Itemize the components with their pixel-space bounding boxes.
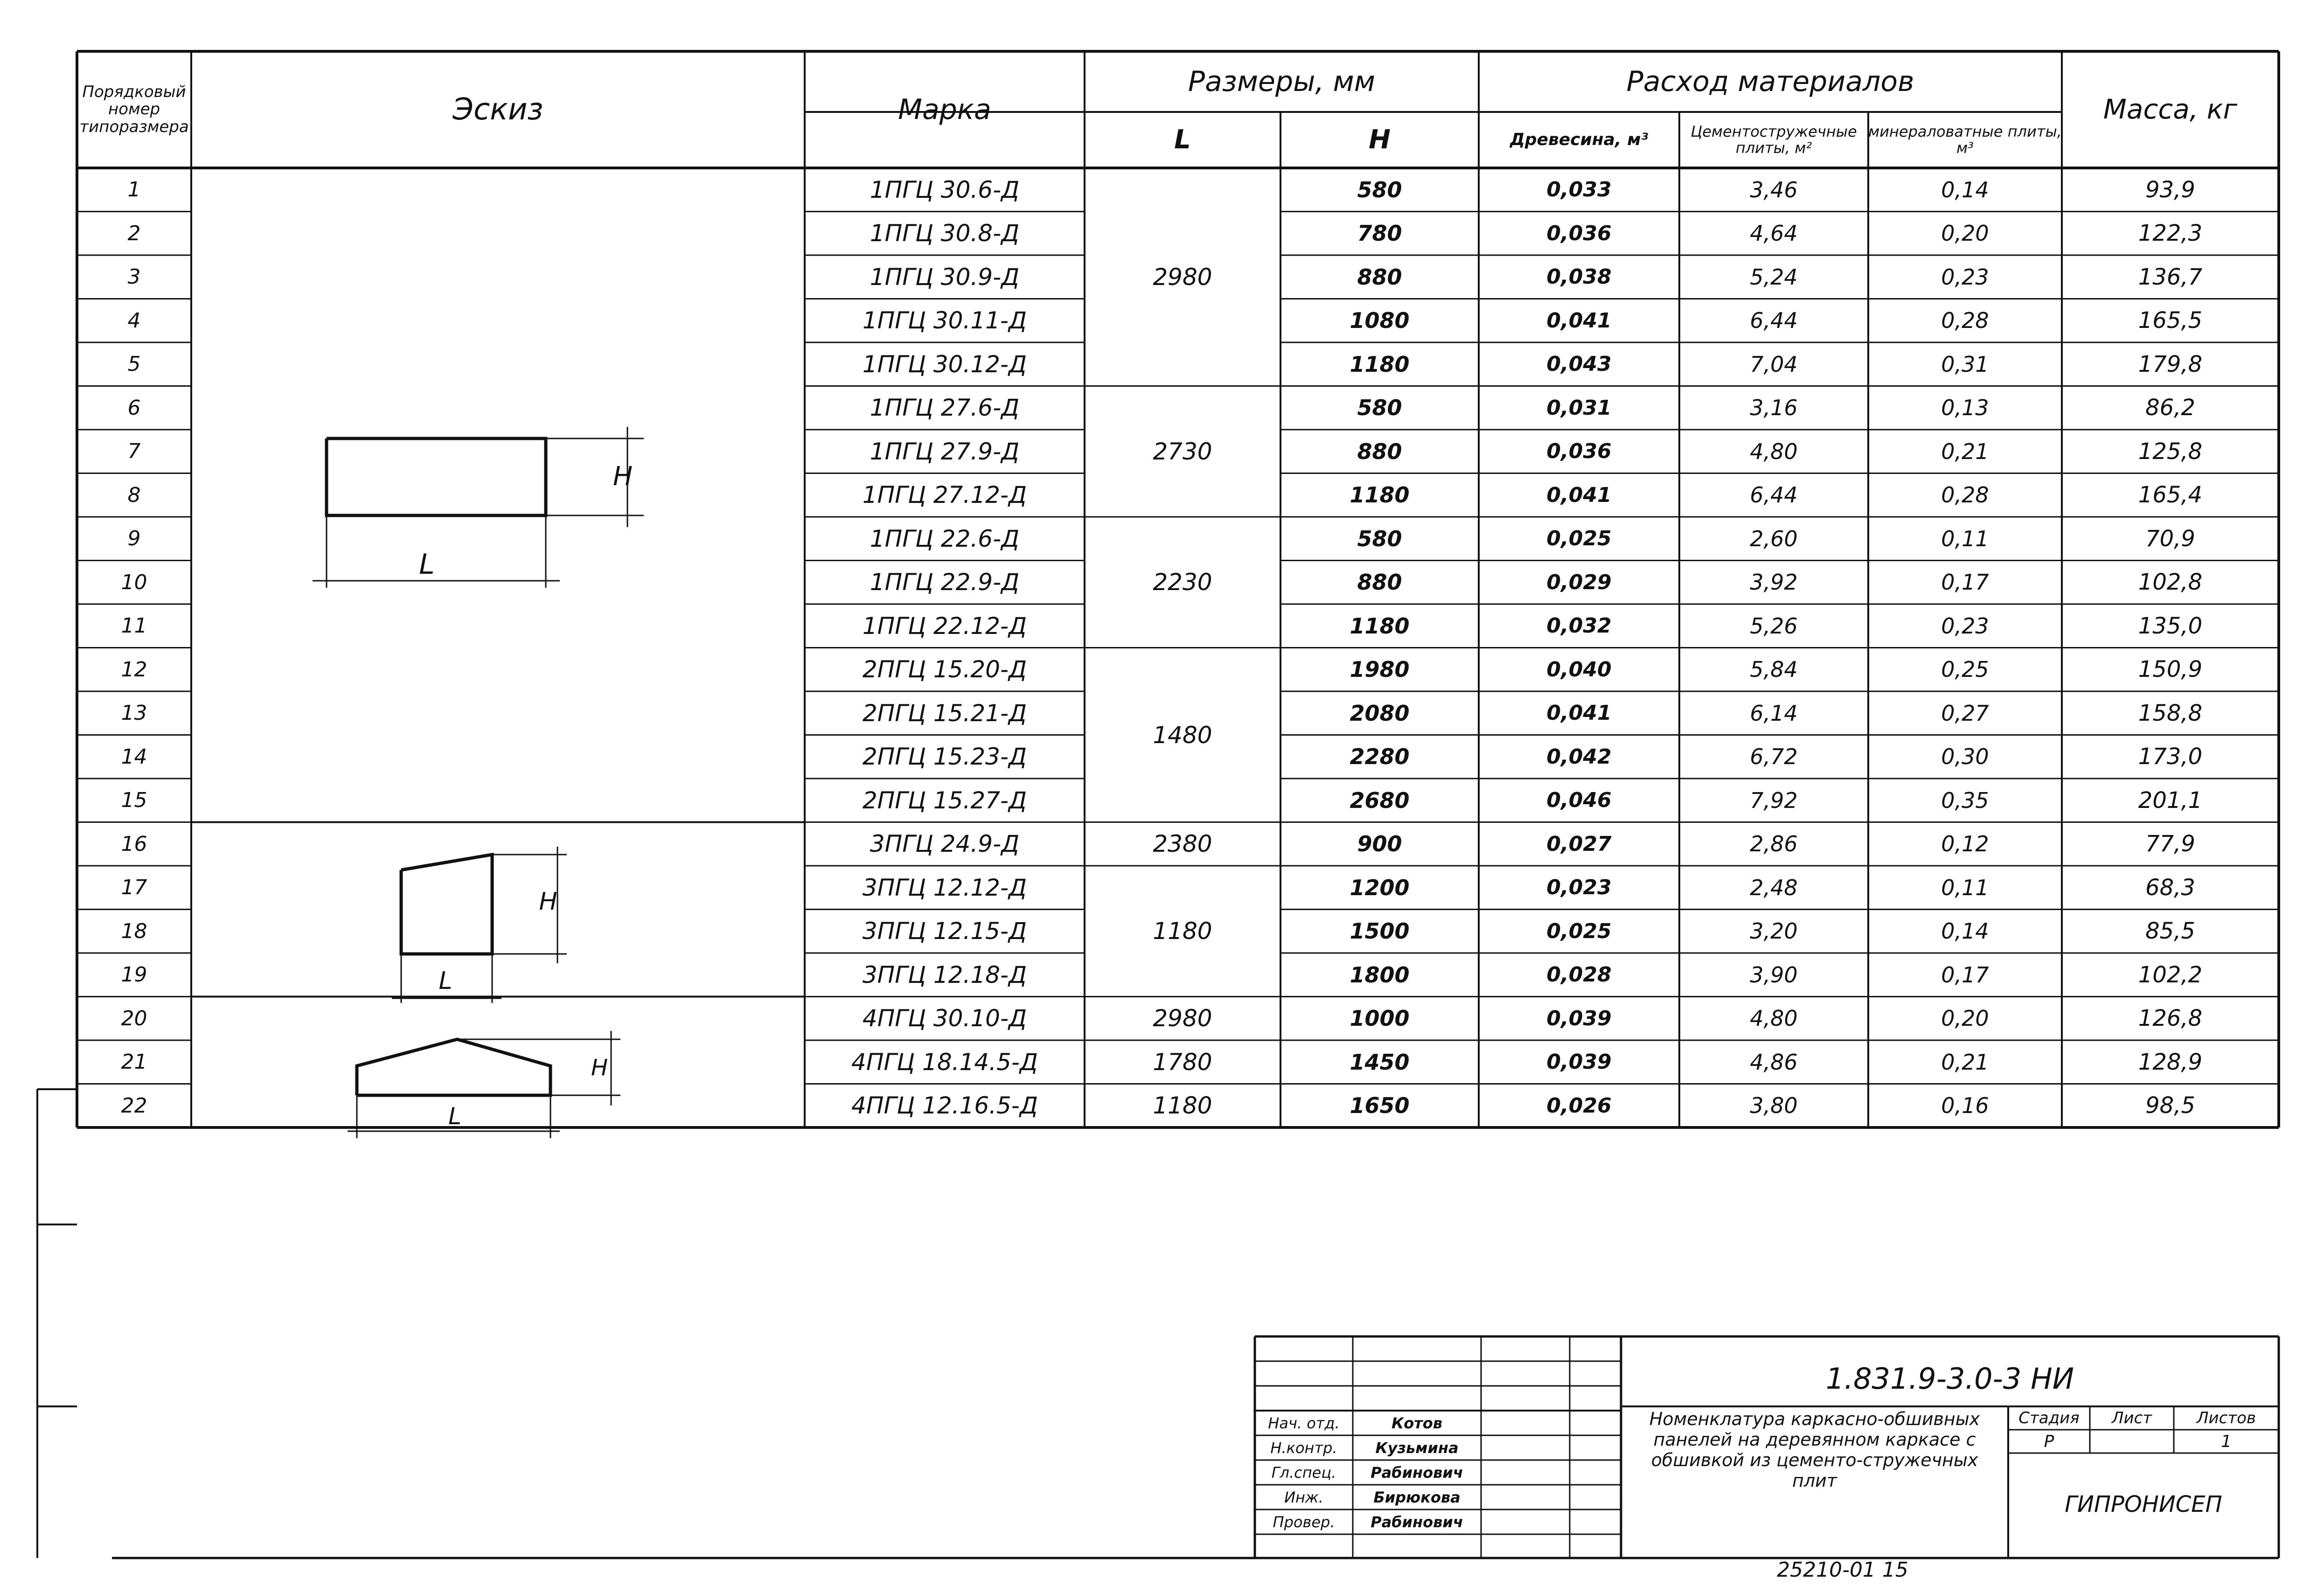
sketch3-H-label: H (591, 1055, 608, 1081)
row-mineral: 0,23 (1941, 264, 1989, 290)
row-cement: 5,24 (1750, 264, 1798, 290)
row-cement: 3,80 (1750, 1093, 1798, 1119)
row-cement: 6,44 (1750, 482, 1798, 508)
tb-role: Инж. (1284, 1488, 1323, 1506)
row-mass: 201,1 (2138, 787, 2203, 814)
row-H: 1800 (1350, 962, 1410, 988)
row-mass: 150,9 (2138, 656, 2203, 683)
row-L: 2730 (1153, 438, 1212, 465)
row-number: 9 (127, 527, 141, 551)
row-number: 19 (121, 963, 147, 987)
row-wood: 0,028 (1546, 963, 1612, 987)
row-H: 1650 (1350, 1093, 1410, 1119)
row-mineral: 0,20 (1941, 221, 1989, 246)
row-cement: 3,90 (1750, 962, 1798, 988)
row-number: 2 (127, 221, 141, 245)
row-number: 7 (127, 439, 141, 464)
row-H: 580 (1357, 526, 1402, 551)
row-mark: 1ПГЦ 30.11-Д (862, 307, 1027, 334)
row-mark: 4ПГЦ 18.14.5-Д (851, 1048, 1038, 1076)
row-wood: 0,043 (1546, 352, 1612, 376)
row-H: 1000 (1350, 1006, 1410, 1031)
row-H: 880 (1357, 570, 1402, 595)
sketch-H-label: H (612, 461, 633, 492)
row-H: 900 (1357, 831, 1402, 857)
tb-role: Гл.спец. (1271, 1463, 1336, 1482)
row-number: 8 (127, 483, 141, 507)
header-materials: Расход материалов (1626, 65, 1914, 98)
sketch2-H-label: H (539, 888, 557, 916)
row-H: 780 (1357, 221, 1402, 246)
row-H: 1180 (1350, 351, 1410, 377)
row-H: 880 (1357, 264, 1402, 290)
row-H: 580 (1357, 395, 1402, 421)
row-mineral: 0,28 (1941, 308, 1989, 334)
row-mark: 2ПГЦ 15.27-Д (862, 786, 1027, 814)
row-mass: 125,8 (2138, 438, 2203, 465)
row-H: 1080 (1350, 308, 1410, 334)
row-H: 880 (1357, 438, 1402, 464)
row-mineral: 0,30 (1941, 744, 1989, 770)
row-mass: 93,9 (2145, 176, 2195, 203)
row-mass: 70,9 (2145, 525, 2195, 552)
row-cement: 2,48 (1750, 875, 1798, 900)
row-number: 11 (121, 614, 147, 638)
row-mass: 102,8 (2138, 569, 2203, 596)
row-number: 4 (127, 308, 141, 333)
row-mineral: 0,14 (1941, 177, 1989, 202)
row-H: 1980 (1350, 657, 1410, 682)
row-wood: 0,031 (1546, 396, 1612, 420)
row-mark: 2ПГЦ 15.20-Д (862, 656, 1027, 683)
row-mass: 158,8 (2138, 700, 2203, 726)
row-mark: 1ПГЦ 27.12-Д (862, 481, 1027, 509)
tb-role: Нач. отд. (1268, 1414, 1340, 1432)
tb-sheets-value: 1 (2221, 1432, 2232, 1451)
row-H: 1500 (1350, 918, 1410, 944)
row-number: 3 (127, 265, 141, 289)
row-L: 2380 (1153, 830, 1212, 858)
row-L: 2980 (1153, 263, 1212, 291)
row-wood: 0,036 (1546, 221, 1612, 245)
row-number: 18 (121, 919, 147, 943)
tb-sheet-label: Лист (2111, 1409, 2152, 1427)
sketch-L-label: L (419, 548, 435, 581)
row-cement: 3,20 (1750, 918, 1798, 944)
tb-name: Котов (1392, 1414, 1442, 1432)
row-wood: 0,042 (1546, 744, 1612, 769)
row-mineral: 0,25 (1941, 657, 1989, 682)
row-wood: 0,027 (1546, 832, 1612, 856)
row-mineral: 0,20 (1941, 1006, 1989, 1031)
row-cement: 4,80 (1750, 1006, 1798, 1031)
header-H: H (1369, 125, 1391, 155)
tb-name: Кузьмина (1375, 1439, 1459, 1457)
row-mark: 4ПГЦ 12.16.5-Д (851, 1092, 1038, 1120)
row-wood: 0,041 (1546, 701, 1612, 725)
row-H: 1180 (1350, 613, 1410, 639)
row-mass: 135,0 (2138, 612, 2203, 639)
row-mass: 86,2 (2145, 395, 2195, 421)
header-wood: Древесина, м³ (1510, 130, 1649, 150)
sketch-sloped-panel (401, 855, 492, 954)
row-wood: 0,032 (1546, 614, 1612, 638)
tb-code: 1.831.9-3.0-3 НИ (1825, 1361, 2074, 1396)
row-wood: 0,039 (1546, 1006, 1612, 1030)
row-cement: 6,72 (1750, 744, 1798, 770)
header-sketch: Эскиз (452, 92, 543, 127)
row-mass: 126,8 (2138, 1005, 2203, 1032)
row-mass: 77,9 (2145, 831, 2195, 857)
row-wood: 0,040 (1546, 657, 1612, 682)
row-H: 1450 (1350, 1049, 1410, 1075)
row-mineral: 0,11 (1941, 875, 1989, 900)
row-mineral: 0,16 (1941, 1093, 1989, 1119)
row-cement: 6,44 (1750, 308, 1798, 334)
row-H: 1180 (1350, 482, 1410, 508)
row-mineral: 0,17 (1941, 570, 1989, 595)
row-cement: 3,16 (1750, 395, 1798, 421)
row-mass: 102,2 (2138, 961, 2203, 988)
row-mineral: 0,31 (1941, 351, 1989, 377)
header-L: L (1174, 125, 1191, 155)
row-mineral: 0,17 (1941, 962, 1989, 988)
row-wood: 0,036 (1546, 439, 1612, 464)
row-cement: 5,84 (1750, 657, 1798, 682)
row-mark: 1ПГЦ 30.12-Д (862, 350, 1027, 378)
row-number: 22 (121, 1093, 147, 1118)
row-mass: 165,4 (2138, 482, 2203, 508)
tb-role: Н.контр. (1270, 1439, 1337, 1457)
tb-name: Рабинович (1371, 1513, 1463, 1531)
row-mass: 85,5 (2145, 918, 2195, 945)
row-number: 16 (121, 832, 147, 856)
row-mark: 2ПГЦ 15.21-Д (862, 699, 1027, 727)
row-wood: 0,033 (1546, 178, 1612, 202)
row-mineral: 0,12 (1941, 831, 1989, 857)
footer-text: 25210-01 15 (1777, 1558, 1908, 1582)
row-cement: 5,26 (1750, 613, 1798, 639)
row-cement: 4,64 (1750, 221, 1798, 246)
row-mark: 3ПГЦ 12.18-Д (862, 961, 1027, 988)
header-cement: Цементостружечные плиты, м² (1691, 122, 1857, 157)
row-mark: 1ПГЦ 22.6-Д (870, 525, 1020, 552)
row-wood: 0,041 (1546, 308, 1612, 333)
tb-org: ГИПРОНИСЕП (2065, 1491, 2222, 1517)
row-L: 1780 (1153, 1048, 1212, 1076)
header-mass: Масса, кг (2103, 93, 2238, 125)
tb-stage-value: Р (2044, 1432, 2054, 1451)
row-mass: 128,9 (2138, 1049, 2203, 1075)
header-dims: Размеры, мм (1188, 65, 1376, 98)
sketch-gable-panel (357, 1039, 550, 1095)
row-cement: 4,86 (1750, 1049, 1798, 1075)
row-mass: 68,3 (2145, 874, 2195, 901)
row-mass: 122,3 (2138, 220, 2203, 247)
row-L: 1180 (1153, 1092, 1212, 1120)
row-H: 2280 (1350, 744, 1410, 770)
row-L: 2980 (1153, 1005, 1212, 1032)
row-mark: 3ПГЦ 12.12-Д (862, 874, 1027, 901)
tb-stage-label: Стадия (2018, 1409, 2080, 1427)
row-wood: 0,041 (1546, 483, 1612, 507)
row-mark: 1ПГЦ 30.6-Д (870, 176, 1020, 203)
row-cement: 3,92 (1750, 570, 1798, 595)
sketch-rectangle (327, 438, 546, 515)
row-L: 2230 (1153, 569, 1212, 596)
tb-name: Рабинович (1371, 1463, 1463, 1482)
tb-title: Номенклатура каркасно-обшивных панелей на деревянном каркасе с обшивкой из цементо-стружечных плит (1649, 1409, 1980, 1491)
row-number: 13 (121, 701, 147, 725)
row-cement: 7,92 (1750, 787, 1798, 813)
row-H: 1200 (1350, 875, 1410, 900)
row-mineral: 0,14 (1941, 918, 1989, 944)
row-mark: 1ПГЦ 30.8-Д (870, 220, 1020, 247)
row-cement: 2,86 (1750, 831, 1798, 857)
row-L: 1480 (1153, 721, 1212, 749)
row-number: 6 (127, 396, 141, 420)
row-number: 17 (121, 876, 147, 900)
tb-sheets-label: Листов (2196, 1409, 2256, 1427)
row-mass: 173,0 (2138, 744, 2203, 770)
tb-name: Бирюкова (1373, 1488, 1461, 1506)
row-number: 10 (121, 570, 147, 594)
row-mass: 136,7 (2138, 264, 2203, 290)
row-H: 2680 (1350, 787, 1410, 813)
row-mark: 1ПГЦ 27.9-Д (870, 438, 1020, 465)
row-wood: 0,046 (1546, 788, 1612, 813)
row-number: 1 (127, 178, 141, 202)
row-wood: 0,039 (1546, 1050, 1612, 1074)
row-wood: 0,038 (1546, 265, 1612, 289)
row-wood: 0,023 (1546, 876, 1612, 900)
row-mineral: 0,21 (1941, 438, 1989, 464)
header-no: Порядковый номер типоразмера (79, 82, 189, 136)
row-mineral: 0,23 (1941, 613, 1989, 639)
sketch2-L-label: L (438, 967, 452, 995)
header-mineral: минераловатные плиты, м³ (1868, 122, 2062, 157)
row-mark: 1ПГЦ 22.9-Д (870, 569, 1020, 596)
row-cement: 6,14 (1750, 700, 1798, 726)
row-mark: 3ПГЦ 12.15-Д (862, 918, 1027, 945)
row-cement: 3,46 (1750, 177, 1798, 202)
row-mineral: 0,28 (1941, 482, 1989, 508)
row-mineral: 0,21 (1941, 1049, 1989, 1075)
row-number: 14 (121, 744, 147, 769)
row-mineral: 0,35 (1941, 787, 1989, 813)
sketch3-L-label: L (448, 1103, 461, 1130)
row-mark: 3ПГЦ 24.9-Д (870, 830, 1020, 858)
row-mark: 4ПГЦ 30.10-Д (862, 1005, 1027, 1032)
row-L: 1180 (1153, 918, 1212, 945)
row-number: 21 (121, 1050, 147, 1074)
row-number: 5 (127, 352, 141, 376)
row-wood: 0,026 (1546, 1093, 1612, 1118)
header-mark: Марка (898, 93, 991, 126)
row-mass: 165,5 (2138, 307, 2203, 334)
row-wood: 0,025 (1546, 527, 1612, 551)
row-number: 15 (121, 788, 147, 813)
row-wood: 0,029 (1546, 570, 1612, 594)
row-mass: 179,8 (2138, 351, 2203, 377)
row-cement: 7,04 (1750, 351, 1798, 377)
row-mass: 98,5 (2145, 1092, 2195, 1119)
row-number: 12 (121, 657, 147, 682)
row-mineral: 0,27 (1941, 700, 1989, 726)
row-H: 2080 (1350, 700, 1410, 726)
tb-role: Провер. (1273, 1513, 1335, 1531)
row-mark: 2ПГЦ 15.23-Д (862, 743, 1027, 771)
row-mark: 1ПГЦ 27.6-Д (870, 394, 1020, 422)
row-number: 20 (121, 1006, 147, 1030)
row-cement: 4,80 (1750, 438, 1798, 464)
row-mark: 1ПГЦ 22.12-Д (862, 612, 1027, 640)
row-mineral: 0,11 (1941, 526, 1989, 551)
row-mark: 1ПГЦ 30.9-Д (870, 263, 1020, 291)
row-cement: 2,60 (1750, 526, 1798, 551)
row-mineral: 0,13 (1941, 395, 1989, 421)
row-H: 580 (1357, 177, 1402, 202)
row-wood: 0,025 (1546, 919, 1612, 943)
